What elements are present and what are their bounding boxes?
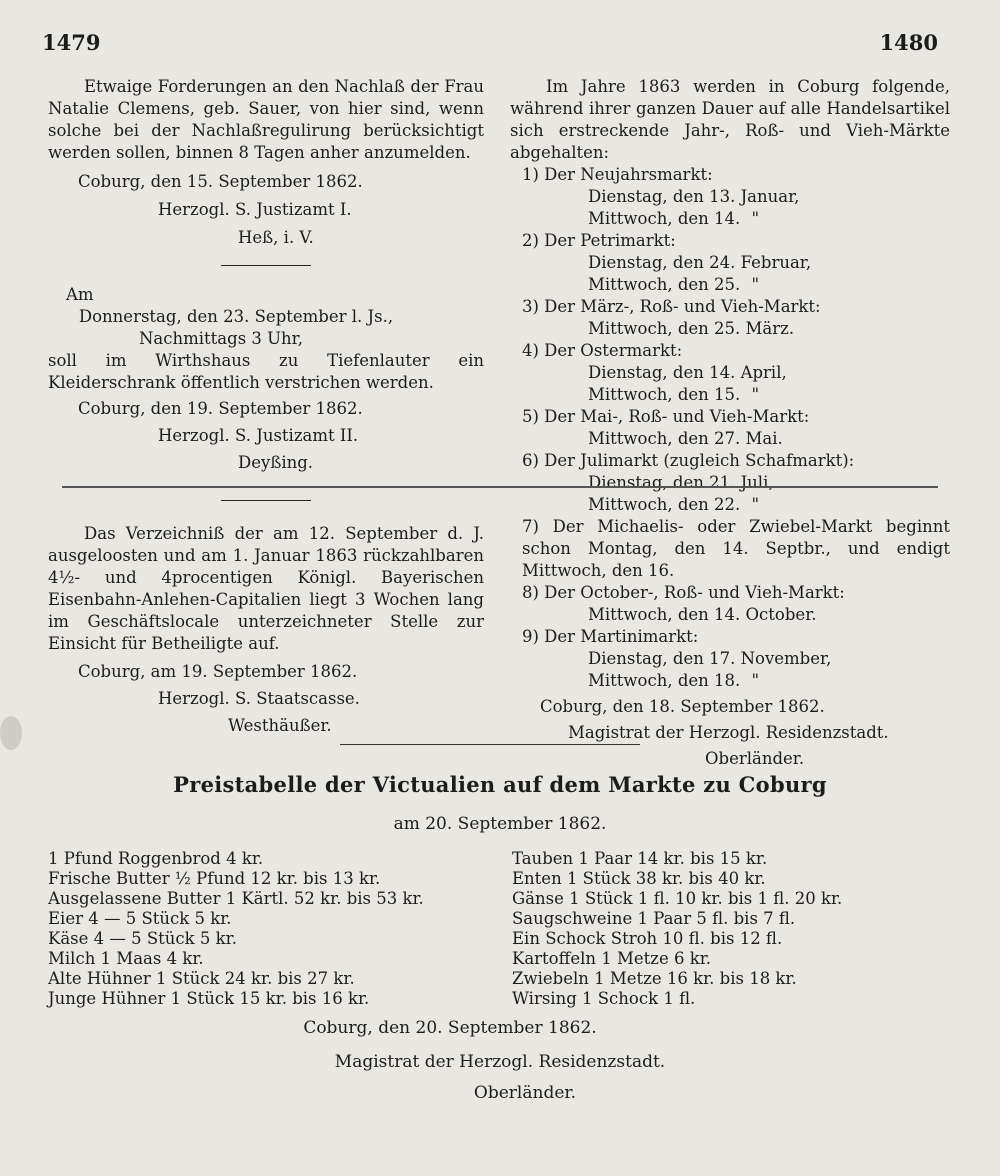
market-date-line — [510, 318, 950, 340]
notice-signature: Heß, i. V. — [238, 228, 314, 247]
market-entry — [510, 626, 950, 692]
price-item: Milch 1 Maas 4 kr. — [48, 949, 204, 968]
divider — [221, 500, 311, 501]
market-date-line — [510, 384, 950, 406]
notice-place-date: Coburg, den 19. September 1862. — [78, 399, 363, 418]
ditto-mark: " — [751, 209, 760, 228]
notice-text: Etwaige Forderungen an den Nachlaß der Frau Natalie Clemens, geb. Sauer, von hier sind, wenn solche bei der Nachlaßregulirung berücksichtigt werden sollen, binnen 8 Tagen anher anzumelden. — [48, 77, 484, 162]
price-place-date: Coburg, den 20. September 1862. — [303, 1018, 597, 1038]
notice-am: Am — [66, 285, 94, 304]
market-entry — [510, 230, 950, 296]
market-entry — [510, 582, 950, 626]
right-column — [510, 76, 950, 770]
market-entry — [510, 450, 950, 516]
market-label: 6) Der Julimarkt (zugleich Schafmarkt): — [522, 451, 855, 470]
price-item: Frische Butter ½ Pfund 12 kr. bis 13 kr. — [48, 869, 381, 888]
notice-signature: Westhäußer. — [228, 716, 332, 735]
market-date-line — [510, 604, 950, 626]
market-label: 9) Der Martinimarkt: — [522, 627, 699, 646]
column-divider-rule — [62, 486, 938, 488]
market-entry — [510, 406, 950, 450]
notice-authority: Herzogl. S. Justizamt II. — [158, 426, 359, 445]
notice-day: Donnerstag, den 23. September l. Js., — [78, 307, 394, 326]
section-divider-rule — [340, 744, 640, 745]
notice-authority: Herzogl. S. Justizamt I. — [158, 200, 352, 219]
market-date-text: Dienstag, den 24. Februar, — [588, 253, 812, 272]
market-date-line — [510, 472, 950, 494]
price-table-date: am 20. September 1862. — [393, 814, 607, 834]
market-date-line — [510, 494, 950, 516]
markets-signature: Oberländer. — [705, 749, 805, 768]
market-date-line — [510, 252, 950, 274]
ditto-mark: " — [751, 385, 760, 404]
market-label: 4) Der Ostermarkt: — [522, 341, 683, 360]
market-date-text: Dienstag, den 17. November, — [588, 649, 832, 668]
price-item: Junge Hühner 1 Stück 15 kr. bis 16 kr. — [48, 989, 370, 1008]
market-label: 7) Der Michaelis- oder Zwiebel-Markt beginnt schon Montag, den 14. Septbr., und endigt Mittwoch, den 16. — [522, 517, 950, 580]
market-date-text: Mittwoch, den 25. März. — [588, 319, 795, 338]
price-signature: Oberländer. — [473, 1083, 577, 1103]
market-date-line — [510, 362, 950, 384]
market-date-line — [510, 648, 950, 670]
market-date-text: Dienstag, den 21. Juli, — [588, 473, 774, 492]
price-item: Kartoffeln 1 Metze 6 kr. — [512, 949, 712, 968]
market-label: 3) Der März-, Roß- und Vieh-Markt: — [522, 297, 821, 316]
market-label: 5) Der Mai-, Roß- und Vieh-Markt: — [522, 407, 810, 426]
notice-signature: Deyßing. — [238, 453, 314, 472]
market-date-line — [510, 186, 950, 208]
markets-authority: Magistrat der Herzogl. Residenzstadt. — [568, 723, 889, 742]
price-item: Eier 4 — 5 Stück 5 kr. — [48, 909, 232, 928]
price-item: Käse 4 — 5 Stück 5 kr. — [48, 929, 237, 948]
page-number-left: 1479 — [42, 30, 101, 55]
market-label: 1) Der Neujahrsmarkt: — [522, 165, 713, 184]
market-date-text: Mittwoch, den 27. Mai. — [588, 429, 783, 448]
notice-auction — [48, 284, 484, 474]
market-label: 8) Der October-, Roß- und Vieh-Markt: — [522, 583, 845, 602]
market-date-text: Mittwoch, den 14. — [588, 209, 741, 228]
market-date-text: Mittwoch, den 14. October. — [588, 605, 817, 624]
price-item: Enten 1 Stück 38 kr. bis 40 kr. — [512, 869, 766, 888]
page-number-right: 1480 — [879, 30, 938, 55]
price-item: 1 Pfund Roggenbrod 4 kr. — [48, 849, 264, 868]
price-item: Zwiebeln 1 Metze 16 kr. bis 18 kr. — [512, 969, 797, 988]
notice-bond-list — [48, 523, 484, 737]
price-item: Saugschweine 1 Paar 5 fl. bis 7 fl. — [512, 909, 796, 928]
market-date-text: Mittwoch, den 18. — [588, 671, 741, 690]
market-entry — [510, 164, 950, 230]
paper-stain — [0, 716, 22, 750]
notice-estate-claims — [48, 76, 484, 249]
market-date-text: Mittwoch, den 25. — [588, 275, 741, 294]
markets-place-date: Coburg, den 18. September 1862. — [540, 697, 825, 716]
market-date-text: Mittwoch, den 15. — [588, 385, 741, 404]
divider — [221, 265, 311, 266]
price-item: Tauben 1 Paar 14 kr. bis 15 kr. — [512, 849, 768, 868]
ditto-mark: " — [751, 671, 760, 690]
price-authority: Magistrat der Herzogl. Residenzstadt. — [334, 1052, 666, 1072]
ditto-mark: " — [751, 275, 760, 294]
notice-text: Das Verzeichniß der am 12. September d. J. ausgeloosten und am 1. Januar 1863 rückzahlbaren 4½- und 4procentigen Königl. Bayerischen Eisenbahn-Anlehen-Capitalien liegt 3 Wochen lang im Geschäftslocale unterzeichneter Stelle zur Einsicht für Betheiligte auf. — [48, 524, 484, 653]
market-date-text: Mittwoch, den 22. — [588, 495, 741, 514]
price-table-title: Preistabelle der Victualien auf dem Markte zu Coburg — [173, 772, 827, 797]
notice-text: soll im Wirthshaus zu Tiefenlauter ein Kleiderschrank öffentlich verstrichen werden. — [48, 351, 484, 392]
market-date-line — [510, 274, 950, 296]
left-column — [48, 76, 484, 737]
notice-authority: Herzogl. S. Staatscasse. — [158, 689, 360, 708]
price-item: Wirsing 1 Schock 1 fl. — [512, 989, 696, 1008]
market-date-line — [510, 208, 950, 230]
price-item: Gänse 1 Stück 1 fl. 10 kr. bis 1 fl. 20 kr. — [512, 889, 843, 908]
price-item: Ausgelassene Butter 1 Kärtl. 52 kr. bis 53 kr. — [48, 889, 424, 908]
market-date-line — [510, 670, 950, 692]
market-entry — [510, 516, 950, 582]
market-label: 2) Der Petrimarkt: — [522, 231, 676, 250]
notice-time: Nachmittags 3 Uhr, — [138, 329, 304, 348]
market-date-line — [510, 428, 950, 450]
price-list-left — [48, 849, 508, 1009]
market-date-text: Dienstag, den 13. Januar, — [588, 187, 800, 206]
ditto-mark: " — [751, 495, 760, 514]
price-list-right — [512, 849, 962, 1009]
markets-intro: Im Jahre 1863 werden in Coburg folgende, während ihrer ganzen Dauer auf alle Handelsartikel sich erstreckende Jahr-, Roß- und Vieh-Märkte abgehalten: — [510, 77, 950, 162]
notice-place-date: Coburg, am 19. September 1862. — [78, 662, 358, 681]
price-item: Alte Hühner 1 Stück 24 kr. bis 27 kr. — [48, 969, 355, 988]
market-entry — [510, 340, 950, 406]
price-item: Ein Schock Stroh 10 fl. bis 12 fl. — [512, 929, 783, 948]
market-date-text: Dienstag, den 14. April, — [588, 363, 787, 382]
market-entry — [510, 296, 950, 340]
market-list — [510, 164, 950, 692]
notice-place-date: Coburg, den 15. September 1862. — [78, 172, 363, 191]
